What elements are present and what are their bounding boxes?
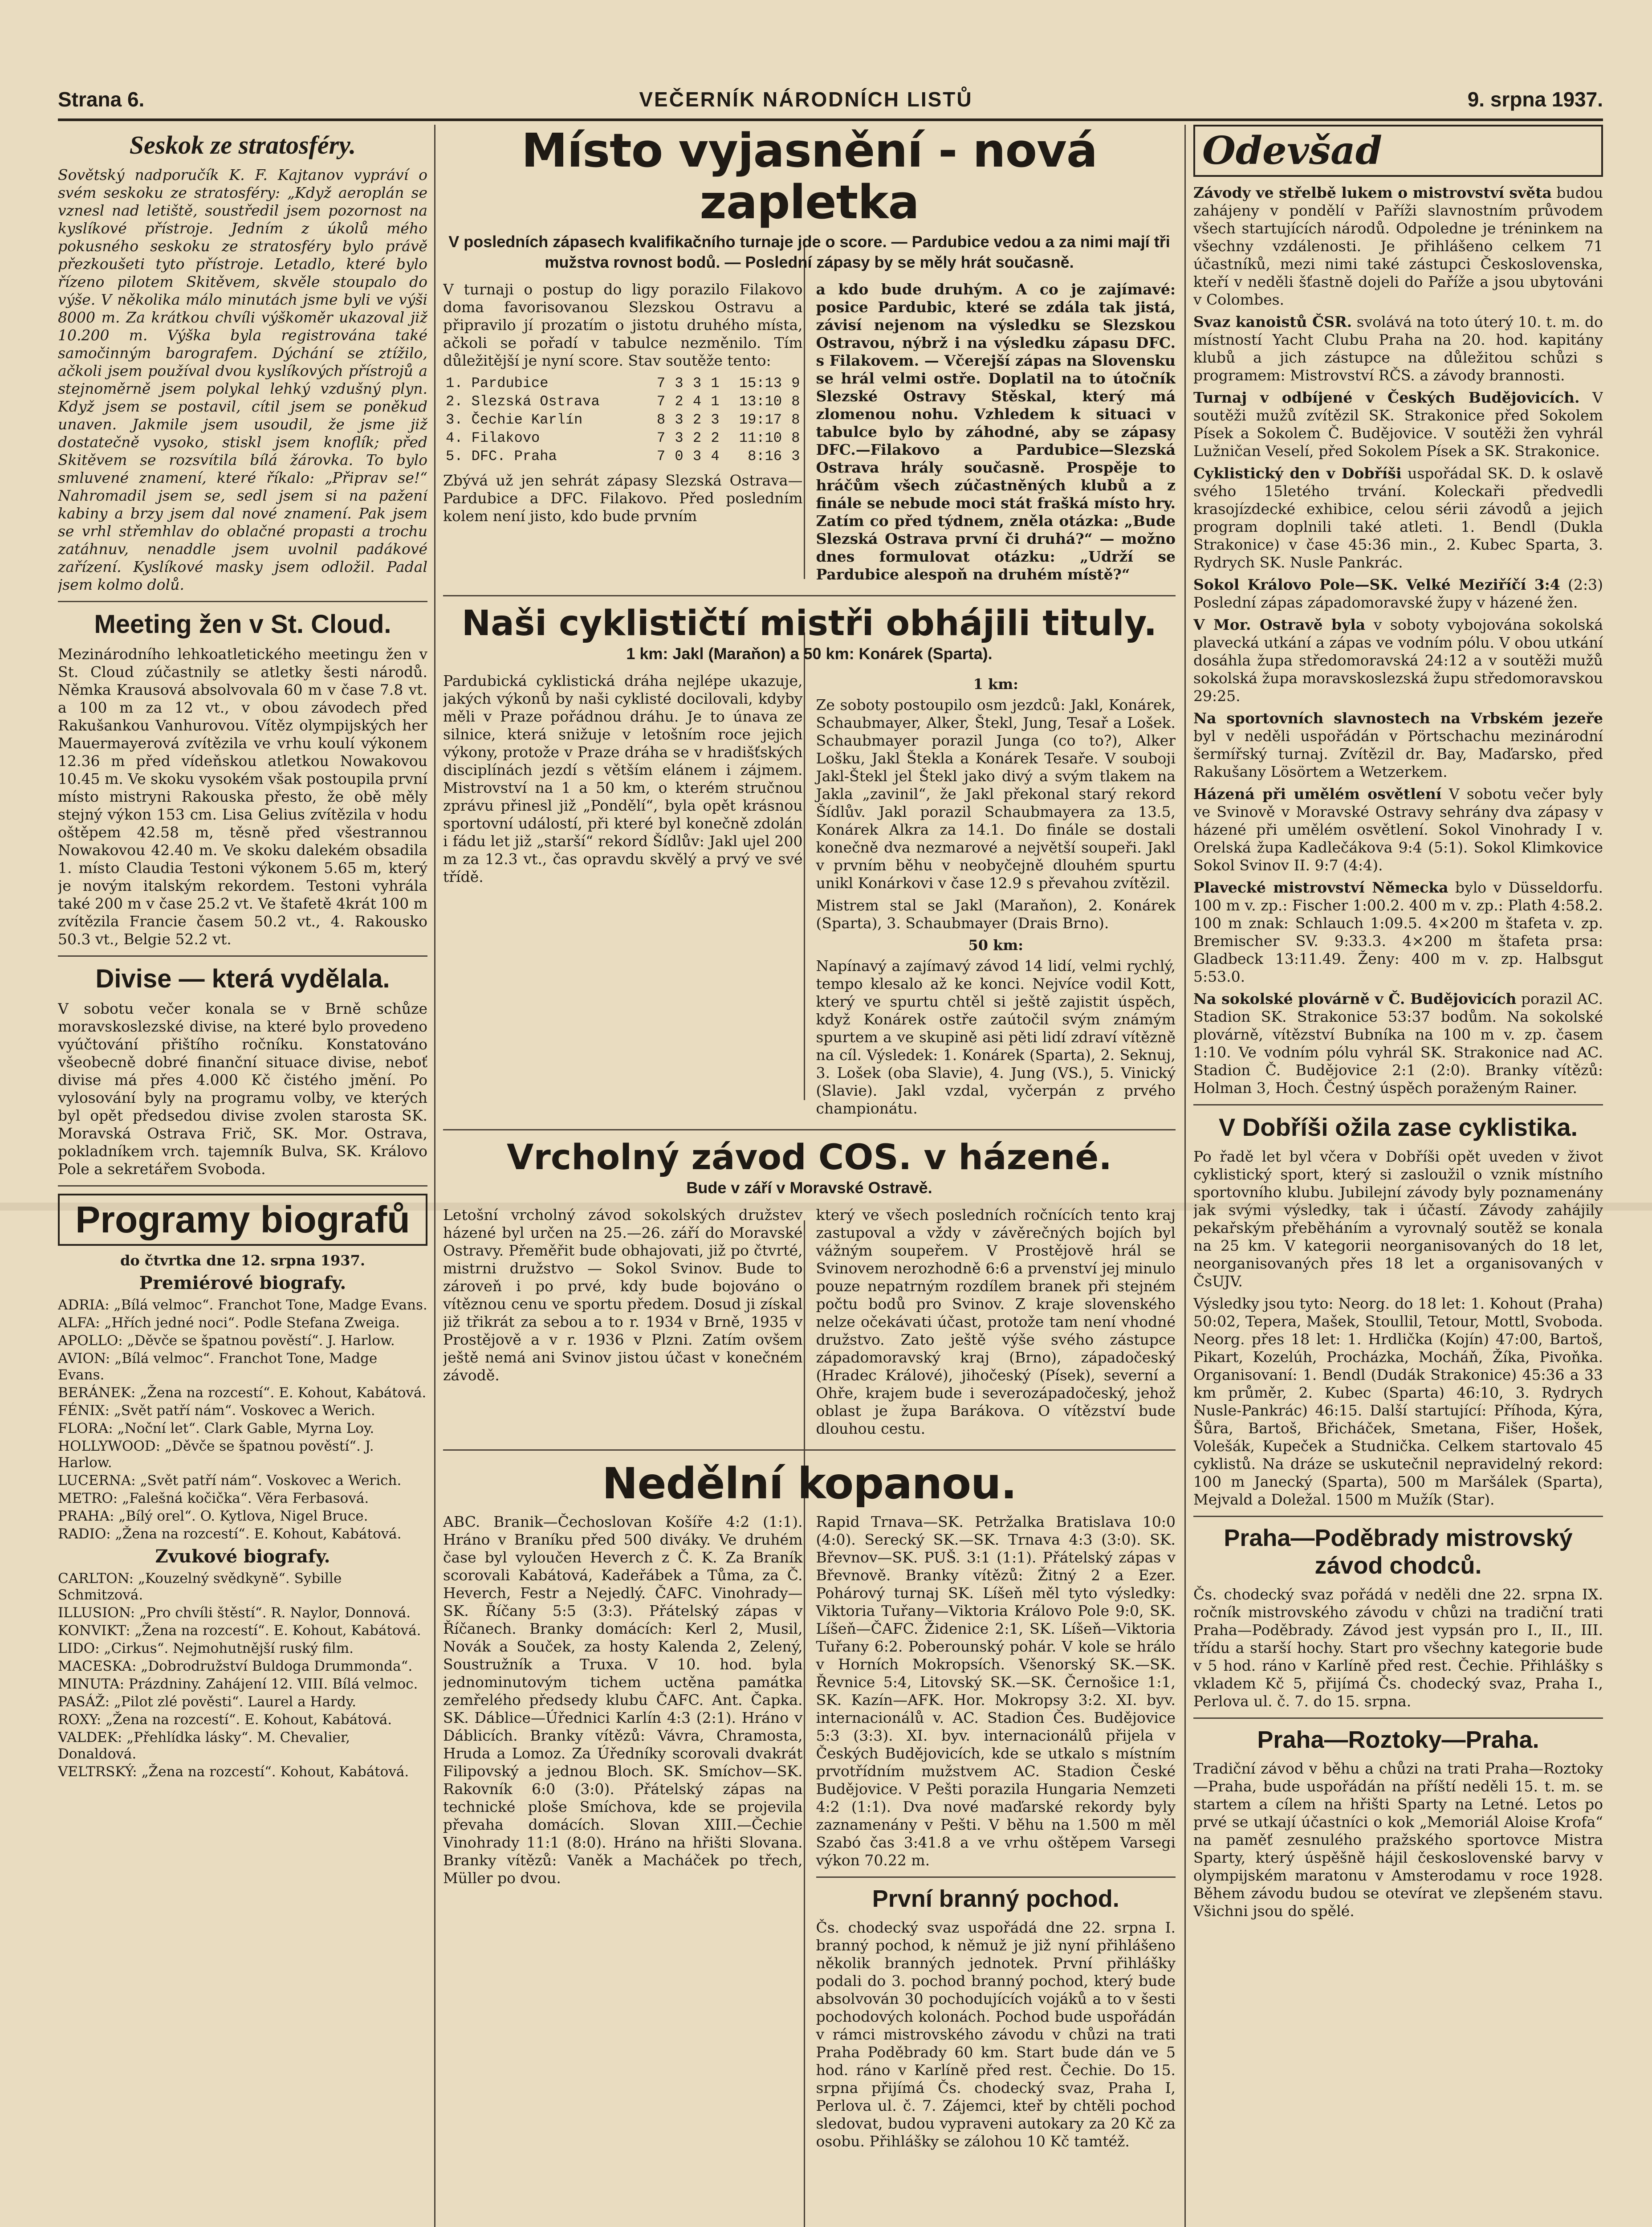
divider [58, 1185, 427, 1187]
table-cell: 1 [711, 375, 720, 392]
table-cell: 2 [692, 412, 702, 428]
news-item-body: porazil AC. Stadion SK. Strakonice 53:37 bodům. Na sokolské plovárně, vítězství Bubníka na 100 m v. zp. časem 1:10. Ve vodním pólu vyhrál SK. Strakonice nad AC. Stadion Č. Budějovice 2:1 (2:0). Branky vítězů: Holman 3, Hoch. Čestný úspěch poraženým Rainer. [1193, 990, 1603, 1097]
list-item: FÉNIX: „Svět patří nám“. Voskovec a Werich. [58, 1403, 375, 1419]
news-item-body: V soutěži mužů zvítězil SK. Strakonice před Sokolem Písek a Sokolem Č. Budějovice. V soutěži žen vyhrál Lužničan Veselí, před Sokolem Písek a SK. Strakonice. [1193, 389, 1603, 460]
news-item [1193, 313, 1603, 384]
column-rule [1184, 125, 1186, 2227]
table-cell: 3 [692, 448, 702, 465]
team-name: 3. Čechie Karlín [446, 412, 583, 428]
news-item [1193, 879, 1603, 986]
premiere-cinemas-heading: Premiérové biografy. [139, 1273, 346, 1293]
table-cell: 19:17 [739, 412, 782, 428]
list-item: LIDO: „Cirkus“. Nejmohutnější ruský film. [58, 1640, 354, 1656]
sound-cinema-list [58, 1570, 427, 1780]
list-item: ADRIA: „Bílá velmoc“. Franchot Tone, Madge Evans. [58, 1297, 427, 1313]
football-headline: Nedělní kopanou. [602, 1459, 1017, 1509]
table-cell: 9 [791, 375, 800, 392]
table-cell: 7 [656, 393, 666, 410]
divider [58, 955, 427, 957]
cinema-programs-title: Programy biografů [58, 1194, 427, 1246]
cycling-body-right-2: Napínavý a zajímavý závod 14 lidí, velmi rychlý, tempo klesalo až ke konci. Nejvíce vodil Kott, který ve spurtu chtěl si ještě zajistit úspěch, když Konárek ostře zaútočil svým známým spurtem a ve skupině asi pěti lidí zdraví vítězně na cíl. Výsledek: 1. Konárek (Sparta), 2. Seknuj, 3. Lošek (oba Slavie), 4. Jung (VS.), 5. Vinický (Slavie). Jakl vzdal, vyčerpán z prvého championátu. [816, 957, 1176, 1117]
list-item: METRO: „Falešná kočička“. Věra Ferbasová. [58, 1490, 369, 1506]
handball-body-right: který ve všech posledních ročnících tento kraj zastupoval a vždy v závěrečných bojích byl vážným soupeřem. V Prostějově hrál se Svinovem nerozhodně 6:6 a prvenství jej minulo pouze nepatrným rozdílem branek při stejném počtu bodů pro Svinov. Z kraje slovenského nelze očekávati účast, protože tam není vhodné družstvo. Zato ještě výše svého zástupce západomoravský kraj (Brno), západočeský (Hradec Králové), jihočeský (Písek), severní a Ohře, krajem bude i severozápadočeský, jehož oblast je župa Barákova. O vítězství bude dlouhou cestu. [816, 1206, 1176, 1437]
divider [443, 1449, 1176, 1451]
cycling-deck: 1 km: Jakl (Maraňon) a 50 km: Konárek (Sparta). [626, 644, 993, 663]
table-cell: 11:10 [739, 430, 782, 446]
table-cell: 3 [711, 412, 720, 428]
news-item-body: byl v neděli uspořádán v Pörtschachu mezinárodní šermířský turnaj. Zvítězil dr. Bay, Maďarsko, před Rakušany Lösörtem a Wetzerkem. [1193, 727, 1603, 780]
list-item: HOLLYWOOD: „Děvče se špatnou pověstí“. J. Harlow. [58, 1438, 374, 1471]
list-item: ILLUSION: „Pro chvíli štěstí“. R. Naylor, Donnová. [58, 1605, 411, 1621]
cycling-body [443, 672, 1176, 1122]
football-body-left: ABC. Branik—Čechoslovan Košíře 4:2 (1:1). Hráno v Braníku před 500 diváky. Ve druhém čase byl vyloučen Heverch z Č. K. Za Braník scorovali Kabátová, Kadeřábek a Tůma, za Č. Heverch, Festr a Nejedlý. ČAFC. Vinohrady—SK. Říčany 5:5 (3:3). Přátelský zápas v Říčanech. Branky domácích: Kerl 2, Musil, Novák a Souček, za hosty Kalenda 2, Zelený, Soustružník a Truxa. V 10. hod. byla jednominutovým tichem uctěna památka zemřelého předsedy klubu ČAFC. Ant. Čapka. SK. Dáblice—Úřednici Karlín 4:3 (2:1). Hráno v Dáblicích. Branky vítězů: Vávra, Chramosta, Hruda a Lomoz. Za Úředníky scorovali dvakrát Filipovský a jednou Bloch. SK. Smíchov—SK. Rakovník 6:0 (3:0). Přátelský zápas na technické ploše Smíchova, kde se projevila převaha domácích. Slovan XIII.—Čechie Vinohrady 11:1 (8:0). Hráno na hřišti Slovana. Branky vítězů: Vaněk a Macháček po třech, Müller po dvou. [443, 1513, 803, 1887]
lead-headline: Místo vyjasnění - nová zapletka [521, 125, 1098, 229]
dobris-results: Výsledky jsou tyto: Neorg. do 18 let: 1. Kohout (Praha) 50:02, Tepera, Mašek, Stoullil, Tetour, Mottl, Svoboda. Neorg. přes 18 let: 1. Hrdlička (Kojín) 47:00, Bartoš, Pikart, Kozelúh, Procházka, Mocháň, Žíka, Pivoňka. Organisovaní: 1. Bendl (Dudák Strakonice) 45:36 a 33 km průměr, 2. Kubec (Sparta) 46:10, 3. Rydrych Nusle-Pankrác) 46:15. Další startující: Příhoda, Kýra, Šůra, Bartoš, Břicháček, Smetana, Fišer, Hošek, Volešák, Kupeček a Studnička. Celkem startovalo 45 cyklistů. Na dráze se uskutečnil nepravidelný rekord: 100 m Janecký (Sparta), 500 m Maršálek (Sparta), Mejvald a Doležal. 1500 m Mužík (Star). [1193, 1295, 1603, 1508]
news-item-heading: Turnaj v odbíjené v Českých Budějovicích. [1193, 389, 1580, 406]
list-item: BERÁNEK: „Žena na rozcestí“. E. Kohout, Kabátová. [58, 1385, 427, 1401]
news-item-body: (2:3) Poslední zápas západomoravské župy v házené žen. [1193, 576, 1603, 611]
divider [58, 601, 427, 602]
divider [1193, 1104, 1603, 1105]
article-title-divise: Divise — která vydělala. [95, 964, 390, 993]
football-body-right: Rapid Trnava—SK. Petržalka Bratislava 10:0 (4:0). Serecký SK.—SK. Trnava 4:3 (3:0). SK. Břevnov—SK. PUŠ. 3:1 (1:1). Přátelský zápas v Břevnově. Branky vítězů: Žitný 2 a Ezer. Pohárový turnaj SK. Líšeň měl tyto výsledky: Viktoria Tuřany—Viktoria Královo Pole 9:0, SK. Líšeň—ČAFC. Židenice 2:1, SK. Líšeň—Viktoria Tuřany 6:2. Poberounský pohár. V kole se hrálo v Horních Mokropsích. Všenorský SK.—SK. Řevnice 5:4, Litovský SK.—SK. Černošice 1:1, SK. Kazín—AFK. Hor. Mokropsy 3:2. XI. byv. internacionálů v. AC. Stadion Čes. Budějovice 5:3 (3:3). XI. byv. internacionálů přijela v Českých Budějovicích, kde se utkalo s místním prvotřídním mužstvem AC. Stadion České Budějovice. V Pešti porazila Hungaria Nemzeti 4:2 (1:1). Dva nové maďarské rekordy byly zaznamenány v Pešti. V běhu na 1.500 m měl Szabó čas 3:41.8 a ve vrhu oštěpem Varsegi výkon 70.22 m. [816, 1513, 1176, 1869]
table-cell: 3 [675, 375, 684, 392]
cycling-subhead-1km: 1 km: [973, 676, 1018, 693]
divider [443, 1129, 1176, 1130]
table-cell: 13:10 [739, 393, 782, 410]
table-cell: 3 [791, 448, 800, 465]
news-item-body: budou zahájeny v pondělí v Paříži slavnostním průvodem všech startujících národů. Odpoledne je tréninkem na všechny vzdálenosti. Je přihlášeno celkem 71 účastníků, mezi nimi také zástupci Československa, kteří v neděli šťastně dojeli do Paříže a jsou ubytováni v Colombes. [1193, 184, 1603, 308]
news-item-heading: Na sokolské plovárně v Č. Budějovicích [1193, 990, 1517, 1007]
news-item [1193, 184, 1603, 309]
column-rule [434, 125, 435, 2227]
divider [443, 595, 1176, 596]
team-name: 2. Slezská Ostrava [446, 393, 600, 410]
handball-deck: Bude v září v Moravské Ostravě. [686, 1179, 932, 1197]
divider [816, 1876, 1176, 1878]
masthead [58, 71, 1603, 121]
cycling-body-right: Ze soboty postoupilo osm jezdců: Jakl, Konárek, Schaubmayer, Alker, Štekl, Jung, Tesař a Lošek. Schaubmayer porazil Junga (co to?), Alker Lošku, Jakl Štekla a Konárek Tesaře. V souboji Jakl-Štekl jel Štekl jako divý a svým tlakem na Jakla „zavinil“, že Jakl překonal starý rekord Šídlův. Jakl porazil Schaubmayera za 13.5, Konárek Alkra za 14.1. Do finále se dostali konečně dva nezmarové a největší soupeři. Jakl v prvním běhu v neobyčejně dlouhém spurtu unikl Konárkovi v čase 12.9 s převahou zvítězil. [816, 696, 1176, 892]
table-cell: 7 [656, 375, 666, 392]
news-item [1193, 465, 1603, 571]
divider [1193, 1717, 1603, 1719]
table-cell: 2 [711, 430, 720, 446]
news-item-body: V sobotu večer byly ve Svinově v Moravské Ostravy sehrány dva zápasy v házené při umělém osvětlení. Sokol Vinohrady I v. Orelská župa Kadlečákova 9:4 (5:1). Sokol Klimkovice Sokol Svinov II. 9:7 (4:4). [1193, 785, 1603, 874]
team-name: 1. Pardubice [446, 375, 549, 392]
list-item: APOLLO: „Děvče se špatnou pověstí“. J. Harlow. [58, 1333, 395, 1349]
lead-deck: V posledních zápasech kvalifikačního turnaje jde o score. — Pardubice vedou a za nimi mají tři mužstva rovnost bodů. — Poslední zápasy by se měly hrát současně. [448, 232, 1170, 271]
table-row [443, 411, 803, 429]
news-item-body: svolává na toto úterý 10. t. m. do místností Yacht Clubu Praha na 20. hod. kapitány klubů a jich zástupce na důležitou schůzi s programem: Mistrovství RČS. a závody brannosti. [1193, 313, 1603, 384]
center-column [443, 125, 1176, 2227]
table-row [443, 374, 803, 392]
news-item-heading: Házená při umělém osvětlení [1193, 785, 1442, 803]
cycling-subhead-50km: 50 km: [968, 937, 1023, 954]
table-cell: 3 [675, 430, 684, 446]
march-body: Čs. chodecký svaz uspořádá dne 22. srpna I. branný pochod, k němuž je již nyní přihlášeno několik branných jednotek. První přihlášky podali do 3. pochod branný pochod, který bude absolvován 30 pochodujících vojáků a to v šesti pochodových kolonách. Pochod bude uspořádán v rámci mistrovského závodu v chůzi na trati Praha Poděbrady 60 km. Start bude dán ve 5 hod. ráno v Karlíně před rest. Čechie. Do 15. srpna přijímá Čs. chodecký svaz, Praha I, Perlova ul. č. 7. Zájemci, kteř by chtěli pochod sledovat, budou vypraveni autokary za 20 Kč za osobu. Přihlášky se zálohou 10 Kč tamtéž. [816, 1919, 1176, 2150]
league-table [443, 374, 803, 465]
table-cell: 8 [791, 430, 800, 446]
table-cell: 8 [656, 412, 666, 428]
premiere-cinema-list [58, 1297, 427, 1542]
issue-date: 9. srpna 1937. [1467, 88, 1603, 111]
news-item-body: bylo v Düsseldorfu. 100 m v. zp.: Fischer 1:00.2. 400 m v. zp.: Plath 4:58.2. 100 m znak: Schlauch 1:09.5. 4×200 m štafeta v. zp. Bremischer SV. 9:33.3. 4×200 m štafeta prsa: Gladbeck 13:11.49. Ženy: 400 m v. zp. Halbsgut 5:53.0. [1193, 879, 1603, 985]
news-item-heading: Plavecké mistrovství Německa [1193, 879, 1449, 896]
news-item-heading: Cyklistický den v Dobříši [1193, 465, 1402, 482]
handball-headline: Vrcholný závod COS. v házené. [507, 1138, 1112, 1178]
list-item: CARLTON: „Kouzelný svědkyně“. Sybille Schmitzová. [58, 1570, 342, 1603]
table-cell: 0 [675, 448, 684, 465]
list-item: PASÁŽ: „Pilot zlé pověsti“. Laurel a Hardy. [58, 1694, 356, 1710]
roztoky-body: Tradiční závod v běhu a chůzi na trati Praha—Roztoky—Praha, bude uspořádán na příští neděli 15. t. m. se startem a cílem na hřišti Sparty na Letné. Letos po prvé se utkají účastníci o kok „Memoriál Aloise Krofa“ na paměť zesnulého pražského sportovce Mistra Sparty, který úspěšně hájil československé barvy v olympijském maratonu v Amsterodamu v roce 1928. Během závodu budou se otevírat ve zlepšeném stavu. Všichni jsou do spělé. [1193, 1760, 1603, 1920]
table-row [443, 429, 803, 447]
table-row [443, 447, 803, 465]
team-name: 5. DFC. Praha [446, 448, 557, 465]
table-cell: 8 [791, 393, 800, 410]
news-item [1193, 576, 1603, 612]
page-number: Strana 6. [58, 88, 145, 111]
table-cell: 4 [711, 448, 720, 465]
cinema-programs-date: do čtvrtka dne 12. srpna 1937. [120, 1252, 365, 1269]
cycling-headline: Naši cyklističtí mistři obhájili tituly. [461, 604, 1157, 644]
table-cell: 4 [692, 393, 702, 410]
table-cell: 7 [656, 430, 666, 446]
list-item: PRAHA: „Bílý orel“. O. Kytlova, Nigel Bruce. [58, 1508, 368, 1524]
march-headline: První branný pochod. [872, 1885, 1119, 1912]
list-item: KONVIKT: „Žena na rozcestí“. E. Kohout, Kabátová. [58, 1623, 421, 1639]
news-item [1193, 990, 1603, 1097]
news-item-heading: V Mor. Ostravě byla [1193, 616, 1366, 633]
news-item-heading: Svaz kanoistů ČSR. [1193, 313, 1352, 330]
podebrady-body: Čs. chodecký svaz pořádá v neděli dne 22. srpna IX. ročník mistrovského závodu v chůzi na tradiční trati Praha—Poděbrady. Závod jest vypsán pro I., II., III. třídu a starší hochy. Start pro všechny kategorie bude v 5 hod. ráno v Karlíně před rest. Čechie. Přihlášky s vkladem Kč 5, přijímá Čs. chodecký svaz, Praha I., Perlova ul. č. 7. do 15. srpna. [1193, 1586, 1603, 1710]
table-cell: 8 [791, 412, 800, 428]
table-cell: 3 [692, 375, 702, 392]
article-body-stratosfera: Sovětský nadporučík K. F. Kajtanov vypráví o svém seskoku ze stratosféry: „Když aeroplán se vznesl nad letiště, soustředil jsem pozornost na kyslíkové přístroje. Jedním z úkolů mého pokusného seskoku ze stratosféry bylo právě přezkoušeti tyto přístroje. Letadlo, které bylo řízeno pilotem Skitěvem, skvěle stoupalo do výše. V několika málo minutách jsme byli ve výši 8000 m. Za krátkou chvíli výškoměr ukazoval již 10.200 m. Výška byla registrována také samočinným barografem. Dýchání se ztížilo, ačkoli jsem používal dvou kyslíkových přístrojů a stejnoměrně jsem polykal lehký vzdušný plyn. Když jsem se postavil, cítil jsem se poněkud unaven. Jakmile jsem usoudil, že jsme již dostatečně vysoko, stiskl jsem knoflík; před Skitěvem se rozsvítila bílá žárovka. To bylo smluvené znamení, které říkalo: „Připrav se!“ Nahromadil jsem se, sedl jsem si na pažení kabiny a brzy jsem dal nové znamení. Pak jsem se vrhl střemhlav do oblačné propasti a trochu zatáhnuv, nenaddle jsem uvolnil padákové zařízení. Kyslíkové masky jsem odložil. Padal jsem kolmo dolů. [58, 166, 427, 593]
article-body-meeting: Mezinárodního lehkoatletického meetingu žen v St. Cloud zúčastnily se atletky šesti národů. Němka Krausová absolvovala 60 m v čase 7.8 vt. a 100 m za 12 vt., v obou závodech před Rakušankou Vanhurovou. Vítěz olympijských her Mauermayerová zvítězila ve vrhu koulí výkonem 12.36 m před vídeňskou atletkou Nowakovou 10.45 m. Ve skoku vysokém však postoupila první místo mistryni Rakouska přesto, že obě měly stejný výkon 153 cm. Lisa Gelius zvítězila v hodu oštěpem 42.58 m, těsně před všestrannou Nowakovou 42.40 m. Ve skoku dalekém obsadila 1. místo Claudia Testoni výkonem 5.65 m, který je novým italským rekordem. Testoni vyhrála také 200 m v čase 25.2 vt. Ve štafetě 4krát 100 m zvítězila Francie časem 50.2 vt., 4. Rakousko 50.3 vt., Belgie 52.2 vt. [58, 645, 427, 948]
right-column [1193, 125, 1603, 2227]
article-title-meeting: Meeting žen v St. Cloud. [94, 610, 391, 639]
news-item-heading: Sokol Královo Pole—SK. Velké Meziříčí 3:4 [1193, 576, 1560, 593]
football-body [443, 1513, 1176, 2155]
left-column [58, 125, 427, 2227]
dobris-headline: V Dobříši ožila zase cyklistika. [1218, 1113, 1578, 1141]
article-body-divise: V sobotu večer konala se v Brně schůze moravskoslezské divise, na které bylo provedeno vyúčtování přištího ročníku. Konstatováno všeobecně dobré finanční situace divise, neboť divise má přes 4.000 Kč čistého jmění. Po vylosování byly na programu volby, ve kterých byl opět předsedou divise zvolen starosta SK. Moravská Ostrava Frič, SK. Mor. Ostrava, pokladníkem vrch. tajemník Bulva, SK. Královo Pole a sekretářem Svoboda. [58, 1000, 427, 1178]
table-cell: 7 [656, 448, 666, 465]
sound-cinemas-heading: Zvukové biografy. [155, 1546, 330, 1567]
article-title-stratosfera: Seskok ze stratosféry. [129, 131, 356, 159]
table-cell: 2 [692, 430, 702, 446]
list-item: MINUTA: Prázdniny. Zahájení 12. VIII. Bílá velmoc. [58, 1676, 418, 1692]
table-cell: 2 [675, 393, 684, 410]
lead-body [443, 281, 1176, 588]
section-title-odevsad: Odevšad [1193, 125, 1603, 177]
list-item: MACESKA: „Dobrodružství Buldoga Drummonda“. [58, 1658, 413, 1674]
news-item [1193, 389, 1603, 460]
list-item: RADIO: „Žena na rozcestí“. E. Kohout, Kabátová. [58, 1526, 402, 1542]
cycling-result: Mistrem stal se Jakl (Maraňon), 2. Konárek (Sparta), 3. Schaubmayer (Drais Brno). [816, 897, 1176, 932]
news-item-body: uspořádal SK. D. k oslavě svého 15letého trvání. Koleckaři předvedli krasojízdecké exhibice, celou sérii závodů a jejich program doplnili také atleti. 1. Bendl (Dukla Strakonice) v čase 45:36 min., 2. Kubec Sparta, 3. Rydrych SK. Nusle Pankrác. [1193, 465, 1603, 571]
list-item: LUCERNA: „Svět patří nám“. Voskovec a Werich. [58, 1472, 402, 1489]
cycling-body-left: Pardubická cyklistická dráha nejlépe ukazuje, jakých výkonů by naši cyklisté docilovali, kdyby měli v Praze pořádnou dráhu. Je to únava ze silnice, která snižuje v letošním roce jejich výkony, protože v Praze dráha se v hradišťských disciplínách jezdí s větším elánem i zájmem. Mistrovství na 1 a 50 km, o kterém stručnou zprávu přinesl již „Pondělí“, byla opět krásnou sportovní událostí, při které byl konečně zdolán i fádu let již „starší“ rekord Šídlův: Jakl ujel 200 m za 12.3 vt., čas opravdu skvělý a prvý ve své třídě. [443, 672, 803, 885]
news-item [1193, 616, 1603, 705]
newspaper-name: VEČERNÍK NÁRODNÍCH LISTŮ [639, 88, 973, 111]
list-item: FLORA: „Noční let“. Clark Gable, Myrna Loy. [58, 1420, 374, 1436]
lead-body-left-continued: Zbývá už jen sehrát zápasy Slezská Ostrava—Pardubice a DFC. Filakovo. Před posledním kolem není jisto, kdo bude prvním [443, 472, 803, 525]
handball-body [443, 1206, 1176, 1442]
handball-body-left: Letošní vrcholný závod sokolských družstev házené byl určen na 25.—26. září do Moravské Ostravy. Přeměřit bude obhajovati, již po čtvrté, mistrni družstvo — Sokol Svinov. Bude to zároveň i po prvé, kdy bude bojováno o vítěznou cenu ve sportu předem. Dosud ji získal již třikrát za sebou a to r. 1934 v Brně, 1935 v Prostějově a v r. 1936 v Plzni. Zatím ovšem ještě nemá ani Svinov jistou účast v konečném závodě. [443, 1206, 803, 1384]
table-cell: 8:16 [748, 448, 782, 465]
news-item-body: v soboty vybojována sokolská plavecká utkání a zápas ve vodním pólu. V obou utkání dosáhla župa středomoravská 24:12 a v soutěži mužů sokolská župa moravskoslezská župu středomoravskou 29:25. [1193, 616, 1603, 705]
news-item-heading: Na sportovních slavnostech na Vrbském jezeře [1193, 710, 1603, 727]
table-row [443, 392, 803, 411]
news-item [1193, 785, 1603, 874]
list-item: ROXY: „Žena na rozcestí“. E. Kohout, Kabátová. [58, 1712, 392, 1728]
news-item [1193, 710, 1603, 781]
dobris-body: Po řadě let byl včera v Dobříši opět uveden v život cyklistický sport, který si zasloužil o vznik místního sportovního klubu. Jubilejní závody byly poznamenány jak svými výsledky, tak i účastí. Závody zahájily pekařským přeběháním a vyrovnalý soutěž se konala na 25 km. V kategorii neorganisovaných do 18 let, neorganisovaných přes 18 let a organisovaných v ČsUJV. [1193, 1148, 1603, 1290]
list-item: VALDEK: „Přehlídka lásky“. M. Chevalier, Donaldová. [58, 1729, 350, 1762]
lead-body-right: a kdo bude druhým. A co je zajímavé: posice Pardubic, které se zdála tak jistá, závisí nejenom na výsledku se Slezskou Ostravou, nýbrž i na výsledku zápasu DFC. s Filakovem. — Včerejší zápas na Slovensku se hrál velmi ostře. Doplatil na to útočník Slezské Ostravy Stěskal, který má zlomenou nohu. Vzhledem k situaci v tabulce bylo by záhodné, aby se zápasy DFC.—Filakovo a Pardubice—Slezská Ostrava hrály současně. Prospěje to hráčům všech zúčastněných klubů a z finále se nebude moci stát frašká místo hry. Zatím co před týdnem, zněla otázka: „Bude Slezská Ostrava první či druhá?“ — možno dnes formulovat otázku: „Udrží se Pardubice alespoň na druhém místě?“ [816, 281, 1176, 583]
table-cell: 15:13 [739, 375, 782, 392]
team-name: 4. Filakovo [446, 430, 540, 446]
table-cell: 1 [711, 393, 720, 410]
lead-body-left: V turnaji o postup do ligy porazilo Filakovo doma favorisovanou Slezskou Ostravu a připravilo jí prozatím o jistotu druhého místa, ačkoli se pořadí v tabulce nezměnilo. Tím důležitější je nyní score. Stav soutěže tento: [443, 281, 803, 369]
news-item-heading: Závody ve střelbě lukem o mistrovství světa [1193, 184, 1552, 201]
list-item: ALFA: „Hřích jedné noci“. Podle Stefana Zweiga. [58, 1315, 400, 1331]
roztoky-headline: Praha—Roztoky—Praha. [1257, 1726, 1539, 1753]
list-item: VELTRSKÝ: „Žena na rozcestí“. Kohout, Kabátová. [58, 1764, 409, 1780]
list-item: AVION: „Bílá velmoc“. Franchot Tone, Madge Evans. [58, 1350, 378, 1383]
table-cell: 3 [675, 412, 684, 428]
podebrady-headline: Praha—Poděbrady mistrovský závod chodců. [1224, 1525, 1573, 1579]
divider [1193, 1516, 1603, 1517]
